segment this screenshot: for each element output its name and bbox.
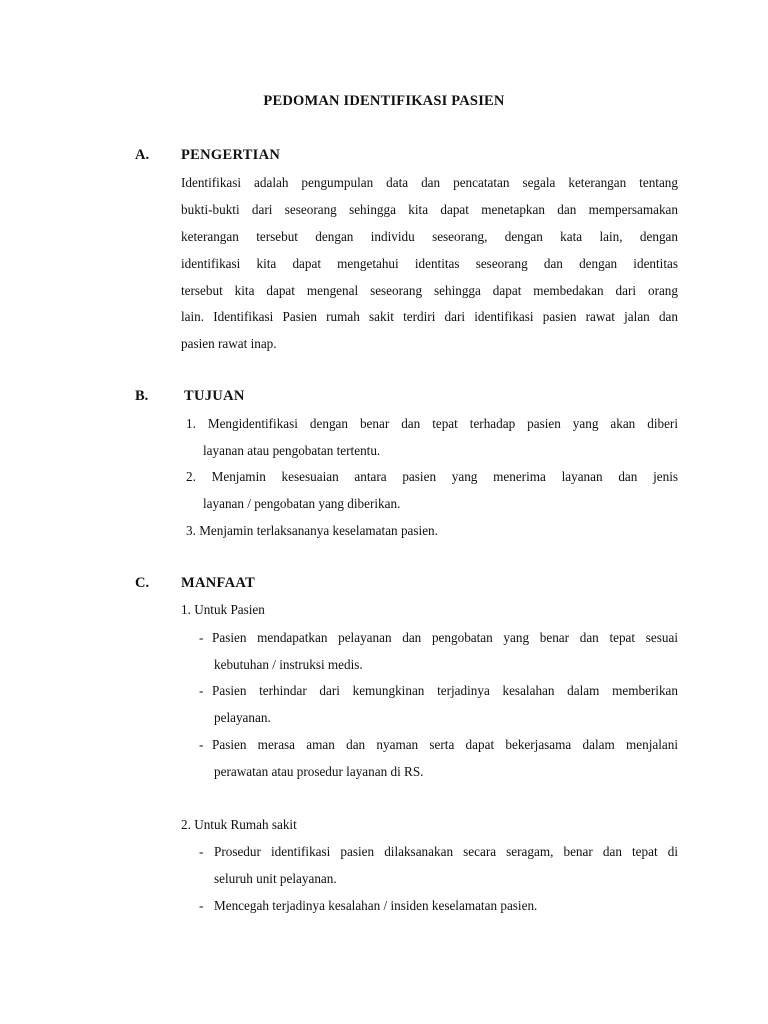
paragraph-line: bukti-bukti dari seseorang sehingga kita dapat menetapkan dan mempersamakan <box>181 202 678 217</box>
bullet-continuation: seluruh unit pelayanan. <box>214 871 337 886</box>
paragraph-line: pasien rawat inap. <box>181 336 277 351</box>
list-item: 1. Mengidentifikasi dengan benar dan tepat terhadap pasien yang akan diberi <box>186 416 678 431</box>
paragraph-line: keterangan tersebut dengan individu seseorang, dengan kata lain, dengan <box>181 229 678 244</box>
list-item: 3. Menjamin terlaksananya keselamatan pasien. <box>186 523 438 538</box>
paragraph-line: identifikasi kita dapat mengetahui identitas seseorang dan dengan identitas <box>181 256 678 271</box>
list-item: 2. Menjamin kesesuaian antara pasien yang menerima layanan dan jenis <box>186 469 678 484</box>
group-label: 1. Untuk Pasien <box>181 602 265 617</box>
bullet-text: Pasien mendapatkan pelayanan dan pengobatan yang benar dan tepat sesuai <box>212 630 678 645</box>
document-title: PEDOMAN IDENTIFIKASI PASIEN <box>263 93 505 109</box>
bullet-dash: - <box>199 737 204 752</box>
paragraph-line: tersebut kita dapat mengenal seseorang sehingga dapat membedakan dari orang <box>181 283 678 298</box>
list-item-continuation: layanan / pengobatan yang diberikan. <box>203 496 401 511</box>
bullet-text: Mencegah terjadinya kesalahan / insiden keselamatan pasien. <box>214 898 538 913</box>
bullet-dash: - <box>199 844 204 859</box>
section-b-letter: B. <box>135 388 149 404</box>
bullet-text: Pasien merasa aman dan nyaman serta dapat bekerjasama dalam menjalani <box>212 737 678 752</box>
bullet-dash: - <box>199 898 204 913</box>
paragraph-line: lain. Identifikasi Pasien rumah sakit terdiri dari identifikasi pasien rawat jalan dan <box>181 309 678 324</box>
paragraph-line: Identifikasi adalah pengumpulan data dan pencatatan segala keterangan tentang <box>181 175 678 190</box>
section-a-heading: PENGERTIAN <box>181 147 281 163</box>
list-item-continuation: layanan atau pengobatan tertentu. <box>203 443 381 458</box>
bullet-text: Prosedur identifikasi pasien dilaksanakan secara seragam, benar dan tepat di <box>214 844 678 859</box>
bullet-dash: - <box>199 630 204 645</box>
section-c-letter: C. <box>135 575 150 591</box>
bullet-continuation: perawatan atau prosedur layanan di RS. <box>214 764 424 779</box>
section-c-heading: MANFAAT <box>181 575 256 591</box>
group-label: 2. Untuk Rumah sakit <box>181 817 297 832</box>
section-a-letter: A. <box>135 147 150 163</box>
bullet-continuation: kebutuhan / instruksi medis. <box>214 657 363 672</box>
section-b-heading: TUJUAN <box>184 388 245 404</box>
bullet-text: Pasien terhindar dari kemungkinan terjadinya kesalahan dalam memberikan <box>212 683 678 698</box>
bullet-dash: - <box>199 683 204 698</box>
bullet-continuation: pelayanan. <box>214 710 271 725</box>
